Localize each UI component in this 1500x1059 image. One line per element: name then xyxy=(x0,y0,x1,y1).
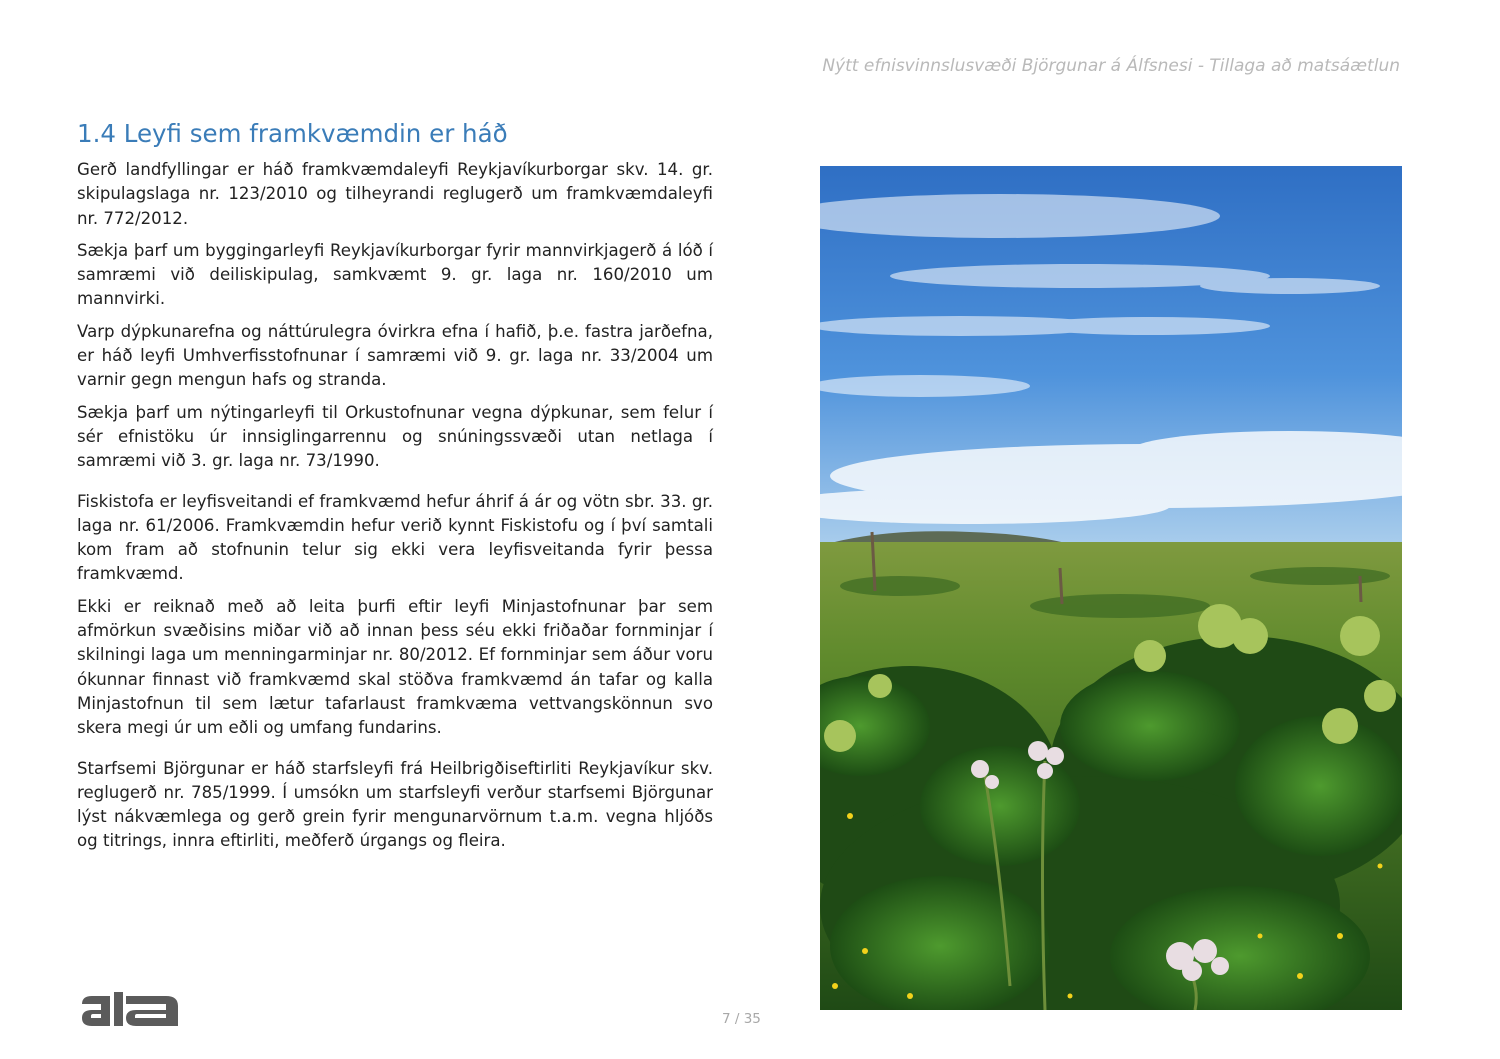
landscape-photo xyxy=(820,166,1402,1010)
paragraph-heritage: Ekki er reiknað með að leita þurfi eftir leyfi Minjastofnunar þar sem afmörkun svæðisins miðar við að innan þess séu ekki friðaðar fornminjar í skilningi laga um menningarminjar nr. 80/2012. Ef fornminjar sem áður voru ókunnar finnast við framkvæmd skal stöðva framkvæmd án tafar og kalla Minjastofnun til sem lætur tafarlaust framkvæma vettvangskönnun svo skera megi úr um eðli og umfang fundarins. xyxy=(77,596,713,738)
paragraph-utilization-permit: Sækja þarf um nýtingarleyfi til Orkustofnunar vegna dýpkunar, sem felur í sér efnistöku úr innsiglingarrennu og snúningssvæði utan netlaga í samræmi við 3. gr. laga nr. 73/1990. xyxy=(77,402,713,471)
running-header: Nýtt efnisvinnslusvæði Björgunar á Álfsnesi - Tillaga að matsáætlun xyxy=(822,56,1400,76)
ala-logo xyxy=(80,990,180,1028)
paragraph-dumping-permit: Varp dýpkunarefna og náttúrulegra óvirkra efna í hafið, þ.e. fastra jarðefna, er háð leyfi Umhverfisstofnunar í samræmi við 9. gr. laga nr. 33/2004 um varnir gegn mengun hafs og stranda. xyxy=(77,321,713,390)
paragraph-fisheries: Fiskistofa er leyfisveitandi ef framkvæmd hefur áhrif á ár og vötn sbr. 33. gr. laga nr. 61/2006. Framkvæmdin hefur verið kynnt Fiskistofu og í því samtali kom fram að stofnunin telur sig ekki vera leyfisveitanda fyrir þessa framkvæmd. xyxy=(77,491,713,584)
section-title: 1.4 Leyfi sem framkvæmdin er háð xyxy=(77,119,508,148)
body-text xyxy=(77,158,713,862)
paragraph-development-permit: Gerð landfyllingar er háð framkvæmdaleyfi Reykjavíkurborgar skv. 14. gr. skipulagslaga nr. 123/2010 og tilheyrandi reglugerð um framkvæmdaleyfi nr. 772/2012. xyxy=(77,160,713,228)
paragraph-operating-permit: Starfsemi Björgunar er háð starfsleyfi frá Heilbrigðiseftirliti Reykjavíkur skv. reglugerð nr. 785/1999. Í umsókn um starfsleyfi verður starfsemi Björgunar lýst nákvæmlega og gerð grein fyrir mengunarvörnum t.a.m. vegna hljóðs og titrings, innra eftirliti, meðferð úrgangs og fleira. xyxy=(77,758,713,851)
page-number: 7 / 35 xyxy=(722,1011,761,1027)
paragraph-building-permit: Sækja þarf um byggingarleyfi Reykjavíkurborgar fyrir mannvirkjagerð á lóð í samræmi við deiliskipulag, samkvæmt 9. gr. laga nr. 160/2010 um mannvirki. xyxy=(77,240,713,309)
